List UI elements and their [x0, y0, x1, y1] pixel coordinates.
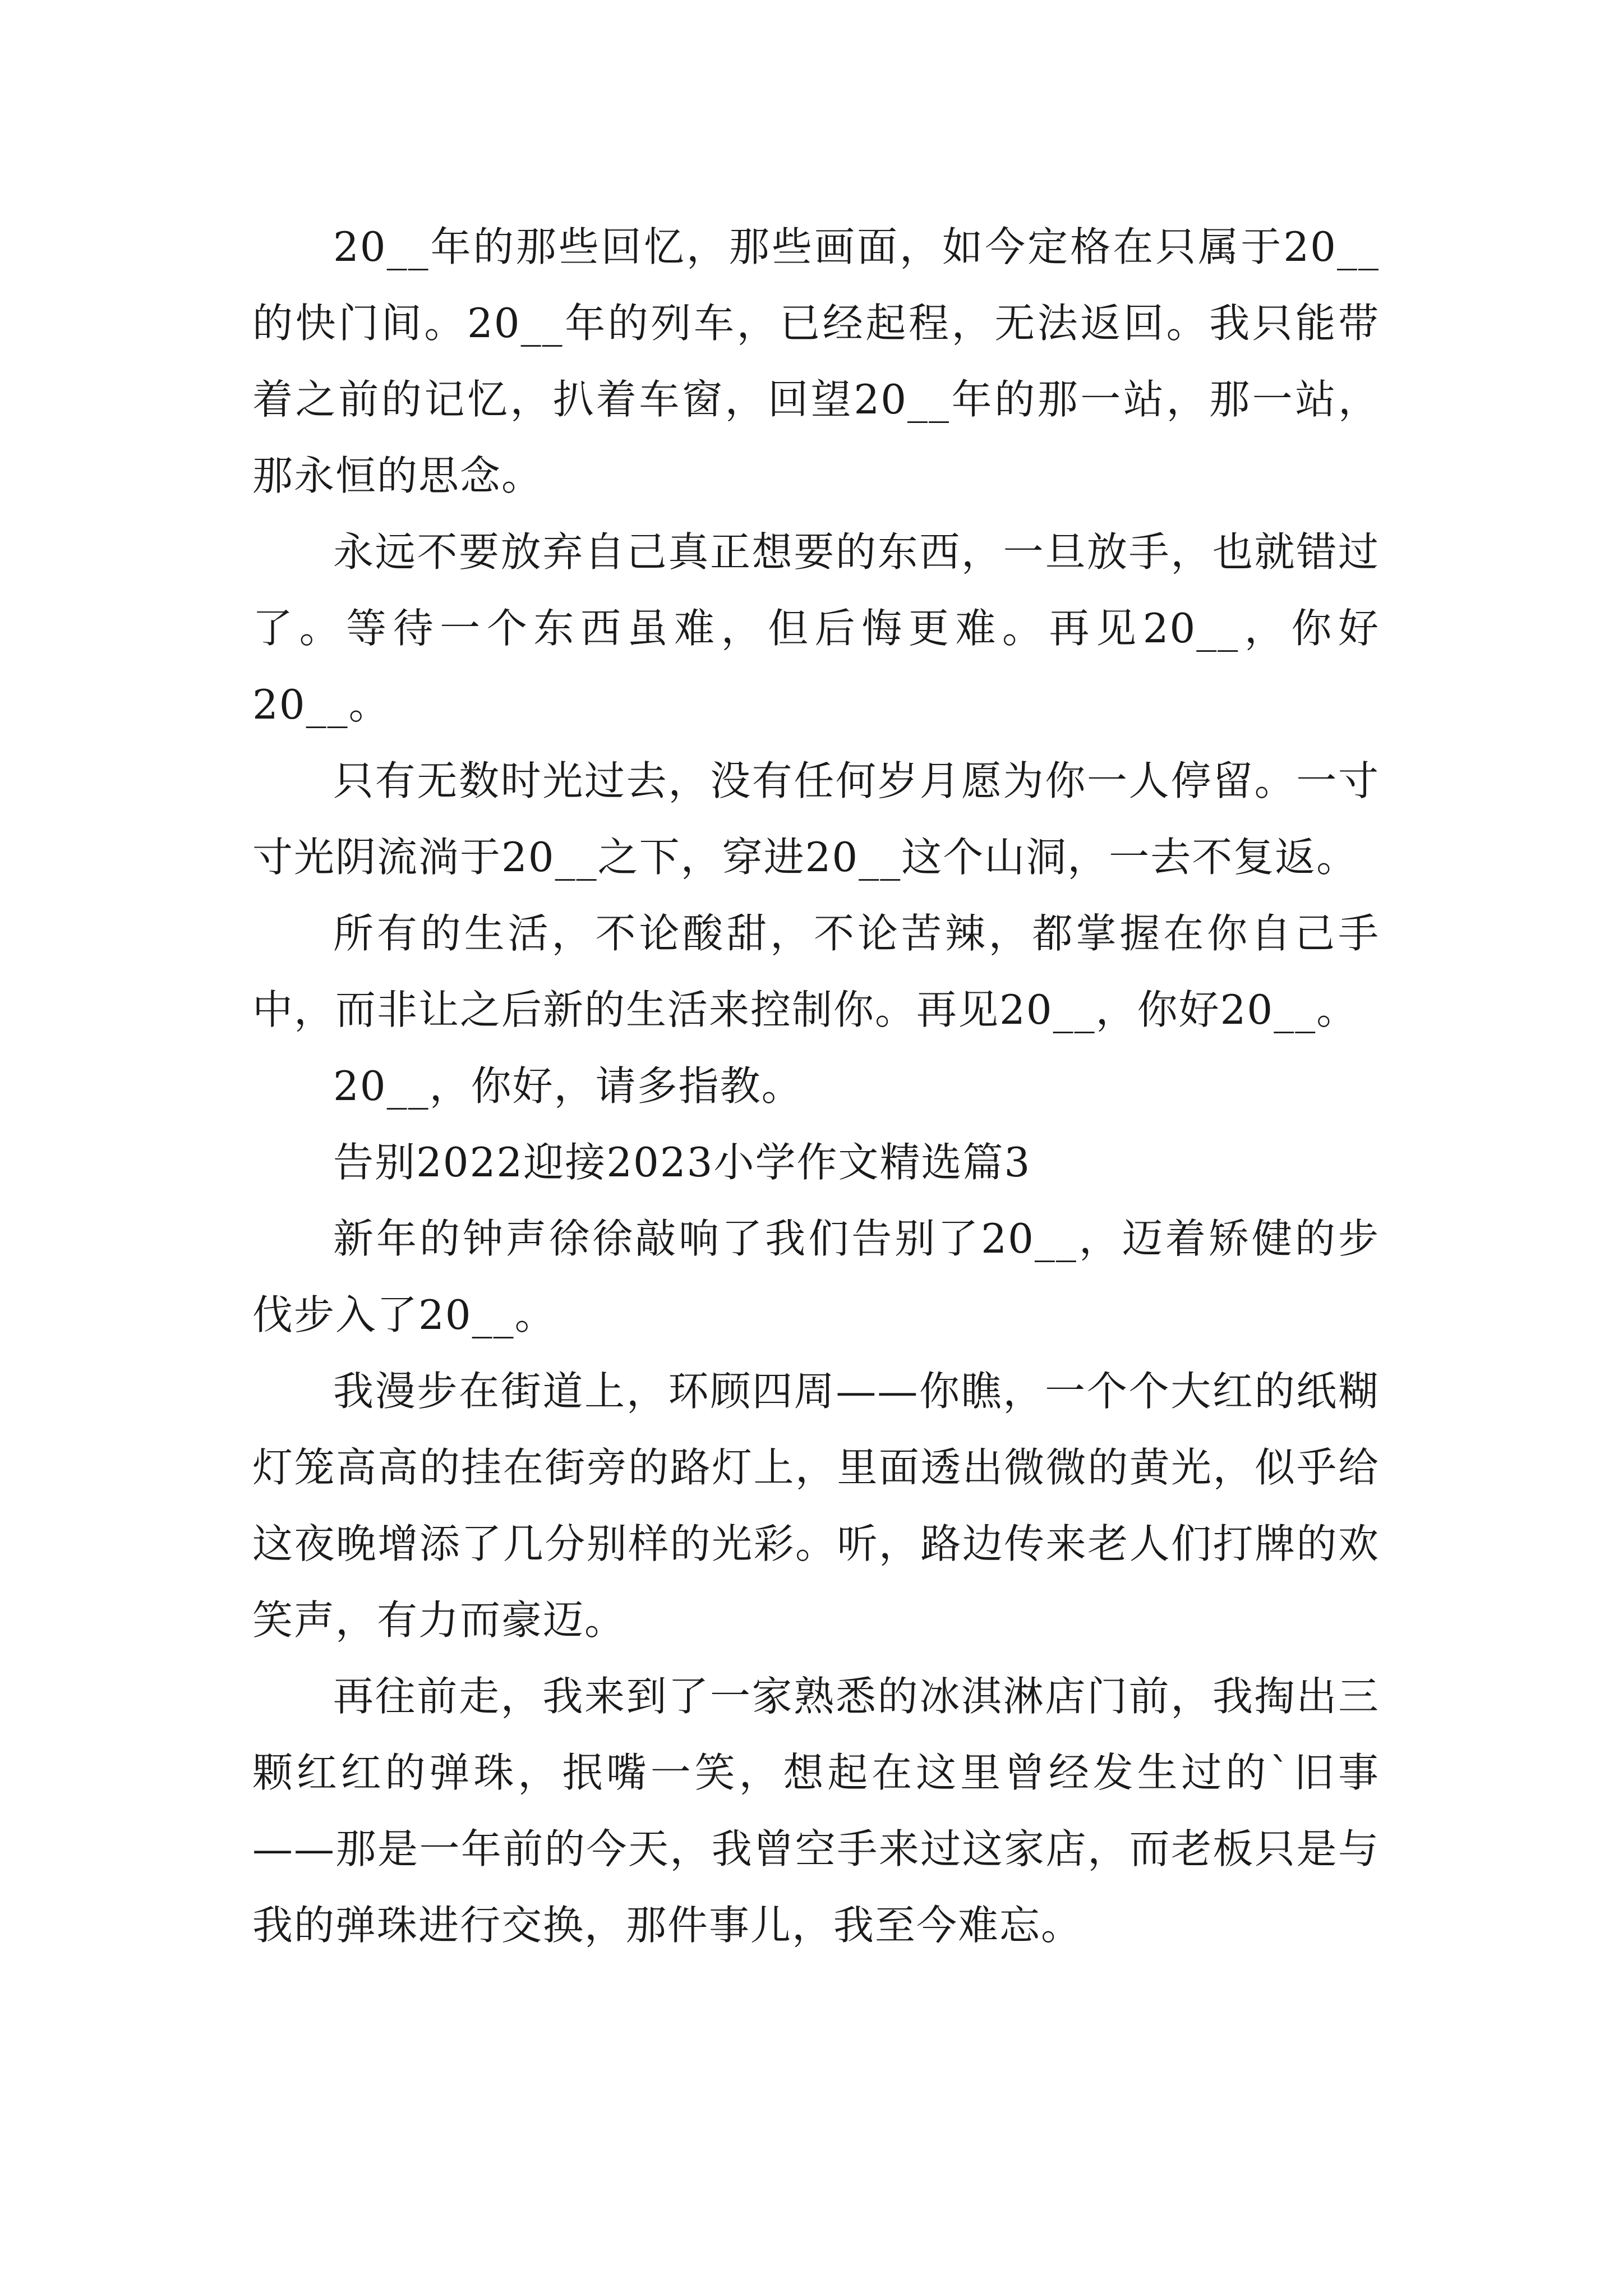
paragraph-greeting: 20__，你好，请多指教。 — [333, 1062, 803, 1110]
paragraph-life: 所有的生活，不论酸甜，不论苦辣，都掌握在你自己手中，而非让之后新的生活来控制你。再见20__，你好20__。 — [252, 910, 1380, 1033]
paragraph-memories: 20__年的那些回忆，那些画面，如今定格在只属于20__的快门间。20__年的列车，已经起程，无法返回。我只能带着之前的记忆，扒着车窗，回望20__年的那一站，那一站，那永恒的思念。 — [252, 223, 1380, 499]
paragraph-time-passing: 只有无数时光过去，没有任何岁月愿为你一人停留。一寸寸光阴流淌于20__之下，穿进20__这个山洞，一去不复返。 — [252, 757, 1380, 881]
document-body — [252, 209, 1380, 1963]
paragraph-never-give-up: 永远不要放弃自己真正想要的东西，一旦放手，也就错过了。等待一个东西虽难，但后悔更难。再见20__，你好20__。 — [252, 528, 1380, 728]
paragraph-ice-cream-shop: 再往前走，我来到了一家熟悉的冰淇淋店门前，我掏出三颗红红的弹珠，抿嘴一笑，想起在这里曾经发生过的`旧事——那是一年前的今天，我曾空手来过这家店，而老板只是与我的弹珠进行交换，那件事儿，我至今难忘。 — [252, 1673, 1380, 1949]
paragraph-street-walk: 我漫步在街道上，环顾四周——你瞧，一个个大红的纸糊灯笼高高的挂在街旁的路灯上，里面透出微微的黄光，似乎给这夜晚增添了几分别样的光彩。听，路边传来老人们打牌的欢笑声，有力而豪迈。 — [252, 1368, 1380, 1644]
section-title: 告别2022迎接2023小学作文精选篇3 — [333, 1139, 1031, 1186]
paragraph-new-year-bell: 新年的钟声徐徐敲响了我们告别了20__，迈着矫健的步伐步入了20__。 — [252, 1215, 1380, 1338]
